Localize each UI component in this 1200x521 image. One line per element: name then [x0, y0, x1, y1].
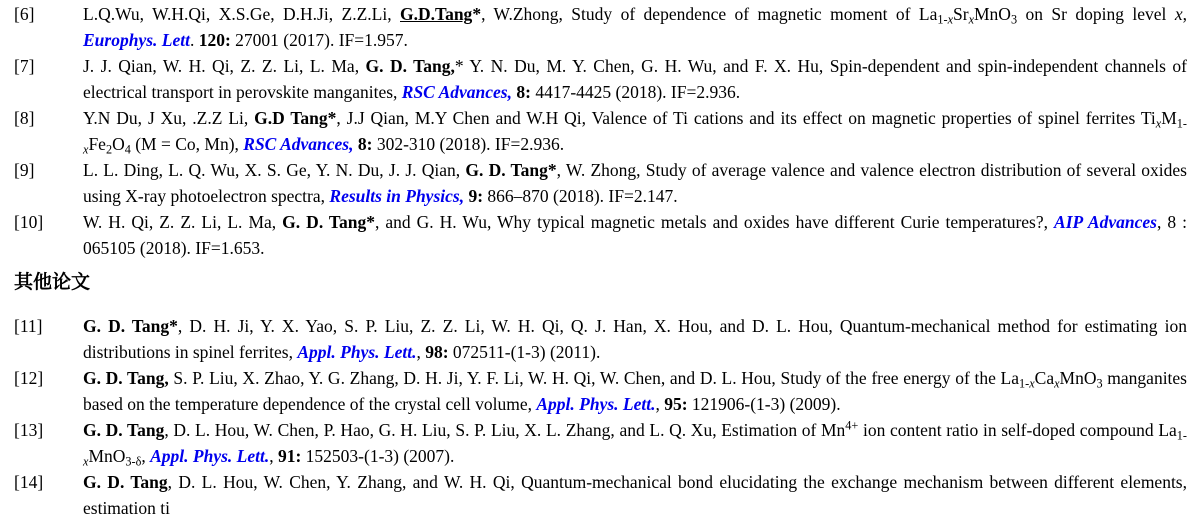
reference-text: 152503-(1-3) (2007). — [301, 446, 455, 466]
reference-text: 072511-(1-3) (2011). — [448, 342, 601, 362]
highlighted-author: G.D.Tang — [400, 4, 473, 24]
reference-number: [12] — [14, 368, 44, 388]
subscript-text: x — [1029, 376, 1035, 391]
reference-text: MnO — [1059, 368, 1097, 388]
reference-text: , D. H. Ji, Y. X. Yao, S. P. Liu, Z. Z. Li, W. H. Qi, Q. J. Han, X. Hou, and D. L. Hou, Quantum-mechanical method for estimating ion distributions in spinel ferrites, — [83, 316, 1187, 362]
reference-group-other-papers — [0, 313, 1200, 521]
highlighted-author: G. D. Tang, — [365, 56, 455, 76]
journal-name: RSC Advances, — [401, 82, 512, 102]
journal-name: Appl. Phys. Lett. — [297, 342, 417, 362]
reference-text: . — [189, 30, 199, 50]
reference-text: on Sr doping level — [1017, 4, 1175, 24]
reference-text: manganites based on the temperature dependence of the crystal cell volume, — [83, 368, 1187, 414]
reference-item — [0, 469, 1200, 521]
reference-text: MnO — [974, 4, 1011, 24]
reference-text: MnO — [88, 446, 126, 466]
reference-number: [6] — [14, 4, 35, 24]
highlighted-author: G. D. Tang — [83, 368, 165, 388]
reference-item — [0, 417, 1200, 469]
reference-text: L.Q.Wu, W.H.Qi, X.S.Ge, D.H.Ji, Z.Z.Li, — [83, 4, 400, 24]
reference-text: , — [1182, 4, 1187, 24]
reference-text: L. L. Ding, L. Q. Wu, X. S. Ge, Y. N. Du, J. J. Qian, — [83, 160, 466, 180]
highlighted-author: 91: — [277, 446, 302, 466]
highlighted-author: 8: — [516, 82, 531, 102]
reference-text: O — [112, 134, 125, 154]
superscript-text: 4+ — [845, 418, 859, 433]
subscript-text: 1- — [1176, 428, 1187, 443]
reference-text: ion content ratio in self-doped compound La — [858, 420, 1177, 440]
reference-text: 866–870 (2018). IF=2.147. — [483, 186, 678, 206]
reference-text: Y.N Du, J Xu, .Z.Z Li, — [83, 108, 255, 128]
reference-item — [0, 313, 1200, 365]
highlighted-author: G. D. Tang — [83, 420, 165, 440]
reference-text: Sr — [953, 4, 969, 24]
journal-name: Results in Physics, — [329, 186, 465, 206]
reference-text: , J.J Qian, M.Y Chen and W.H Qi, Valence of Ti cations and its effect on magnetic properties of spinel ferrites Ti — [336, 108, 1156, 128]
reference-text: , W.Zhong, Study of dependence of magnetic moment of La — [481, 4, 938, 24]
reference-item — [0, 209, 1200, 261]
reference-text: , D. L. Hou, W. Chen, Y. Zhang, and W. H. Qi, Quantum-mechanical bond elucidating the exchange mechanism between different elements, estimation ti — [83, 472, 1187, 518]
journal-name: Europhys. Lett — [83, 30, 190, 50]
subscript-text: 1- — [1018, 376, 1030, 391]
highlighted-author: * — [472, 4, 482, 24]
reference-number: [9] — [14, 160, 35, 180]
reference-number: [13] — [14, 420, 44, 440]
subscript-text: 1- — [1176, 116, 1187, 131]
subscript-text: 2 — [105, 142, 113, 157]
highlighted-author: 95: — [664, 394, 688, 414]
reference-text: , 8 : 065105 (2018). IF=1.653. — [83, 212, 1187, 258]
highlighted-author: G. D. Tang* — [465, 160, 557, 180]
highlighted-author: 8: — [357, 134, 373, 154]
subscript-text: x — [1054, 376, 1060, 391]
highlighted-author: 120: — [198, 30, 231, 50]
subscript-text: x — [1155, 116, 1162, 131]
reference-text: Fe — [88, 134, 106, 154]
reference-text: , — [269, 446, 278, 466]
reference-number: [8] — [14, 108, 35, 128]
reference-text: J. J. Qian, W. H. Qi, Z. Z. Li, L. Ma, — [83, 56, 366, 76]
reference-number: [14] — [14, 472, 44, 492]
reference-text: 4417-4425 (2018). IF=2.936. — [530, 82, 741, 102]
journal-name: AIP Advances — [1054, 212, 1157, 232]
subscript-text: x — [968, 12, 974, 27]
highlighted-author: 98: — [425, 342, 449, 362]
reference-item — [0, 53, 1200, 105]
highlighted-author: G. D. Tang* — [282, 212, 375, 232]
subscript-text: 3 — [1010, 12, 1018, 27]
section-heading: 其他论文 — [14, 272, 91, 293]
subscript-text: 3 — [1096, 376, 1103, 391]
reference-text: * — [454, 56, 470, 76]
subscript-text: x — [83, 142, 89, 157]
reference-text: , — [655, 394, 665, 414]
subscript-text: 1- — [937, 12, 948, 27]
reference-text: , — [416, 342, 426, 362]
highlighted-author: , — [164, 368, 169, 388]
journal-name: Appl. Phys. Lett. — [536, 394, 656, 414]
reference-text: M — [1161, 108, 1177, 128]
reference-text: 302-310 (2018). IF=2.936. — [372, 134, 565, 154]
reference-item — [0, 365, 1200, 417]
highlighted-author: G.D Tang* — [254, 108, 337, 128]
subscript-text: 3-δ — [125, 454, 142, 469]
reference-text: 27001 (2017). IF=1.957. — [230, 30, 408, 50]
highlighted-author: 9: — [468, 186, 484, 206]
reference-text: Y. N. Du, M. Y. Chen, G. H. Wu, and F. X. Hu, Spin-dependent and spin-independent channels of electrical transport in perovskite manganites, — [83, 56, 1188, 102]
reference-number: [10] — [14, 212, 44, 232]
reference-text: , and G. H. Wu, Why typical magnetic metals and oxides have different Curie temperatures?, — [374, 212, 1055, 232]
reference-text: , W. Zhong, Study of average valence and valence electron distribution of several oxides using X-ray photoelectron spectra, — [83, 160, 1187, 206]
reference-text: (M = Co, Mn), — [130, 134, 244, 154]
reference-number: [7] — [14, 56, 35, 76]
subscript-text: 4 — [124, 142, 131, 157]
reference-number: [11] — [14, 316, 43, 336]
reference-text: S. P. Liu, X. Zhao, Y. G. Zhang, D. H. Ji, Y. F. Li, W. H. Qi, W. Chen, and D. L. Hou, Study of the free energy of the La — [168, 368, 1019, 388]
reference-text: , D. L. Hou, W. Chen, P. Hao, G. H. Liu, S. P. Liu, X. L. Zhang, and L. Q. Xu, Estimation of Mn — [164, 420, 846, 440]
reference-text: , — [141, 446, 151, 466]
reference-text: x — [1174, 4, 1183, 24]
reference-text: Ca — [1034, 368, 1055, 388]
subscript-text: x — [83, 454, 89, 469]
highlighted-author: G. D. Tang — [83, 472, 168, 492]
highlighted-author: G. D. Tang* — [83, 316, 178, 336]
reference-item — [0, 105, 1200, 157]
reference-item — [0, 157, 1200, 209]
reference-item — [0, 1, 1200, 53]
journal-name: RSC Advances, — [243, 134, 354, 154]
reference-group-top — [0, 1, 1200, 261]
subscript-text: x — [947, 12, 953, 27]
reference-text: W. H. Qi, Z. Z. Li, L. Ma, — [83, 212, 283, 232]
reference-text: 121906-(1-3) (2009). — [687, 394, 841, 414]
journal-name: Appl. Phys. Lett. — [150, 446, 270, 466]
